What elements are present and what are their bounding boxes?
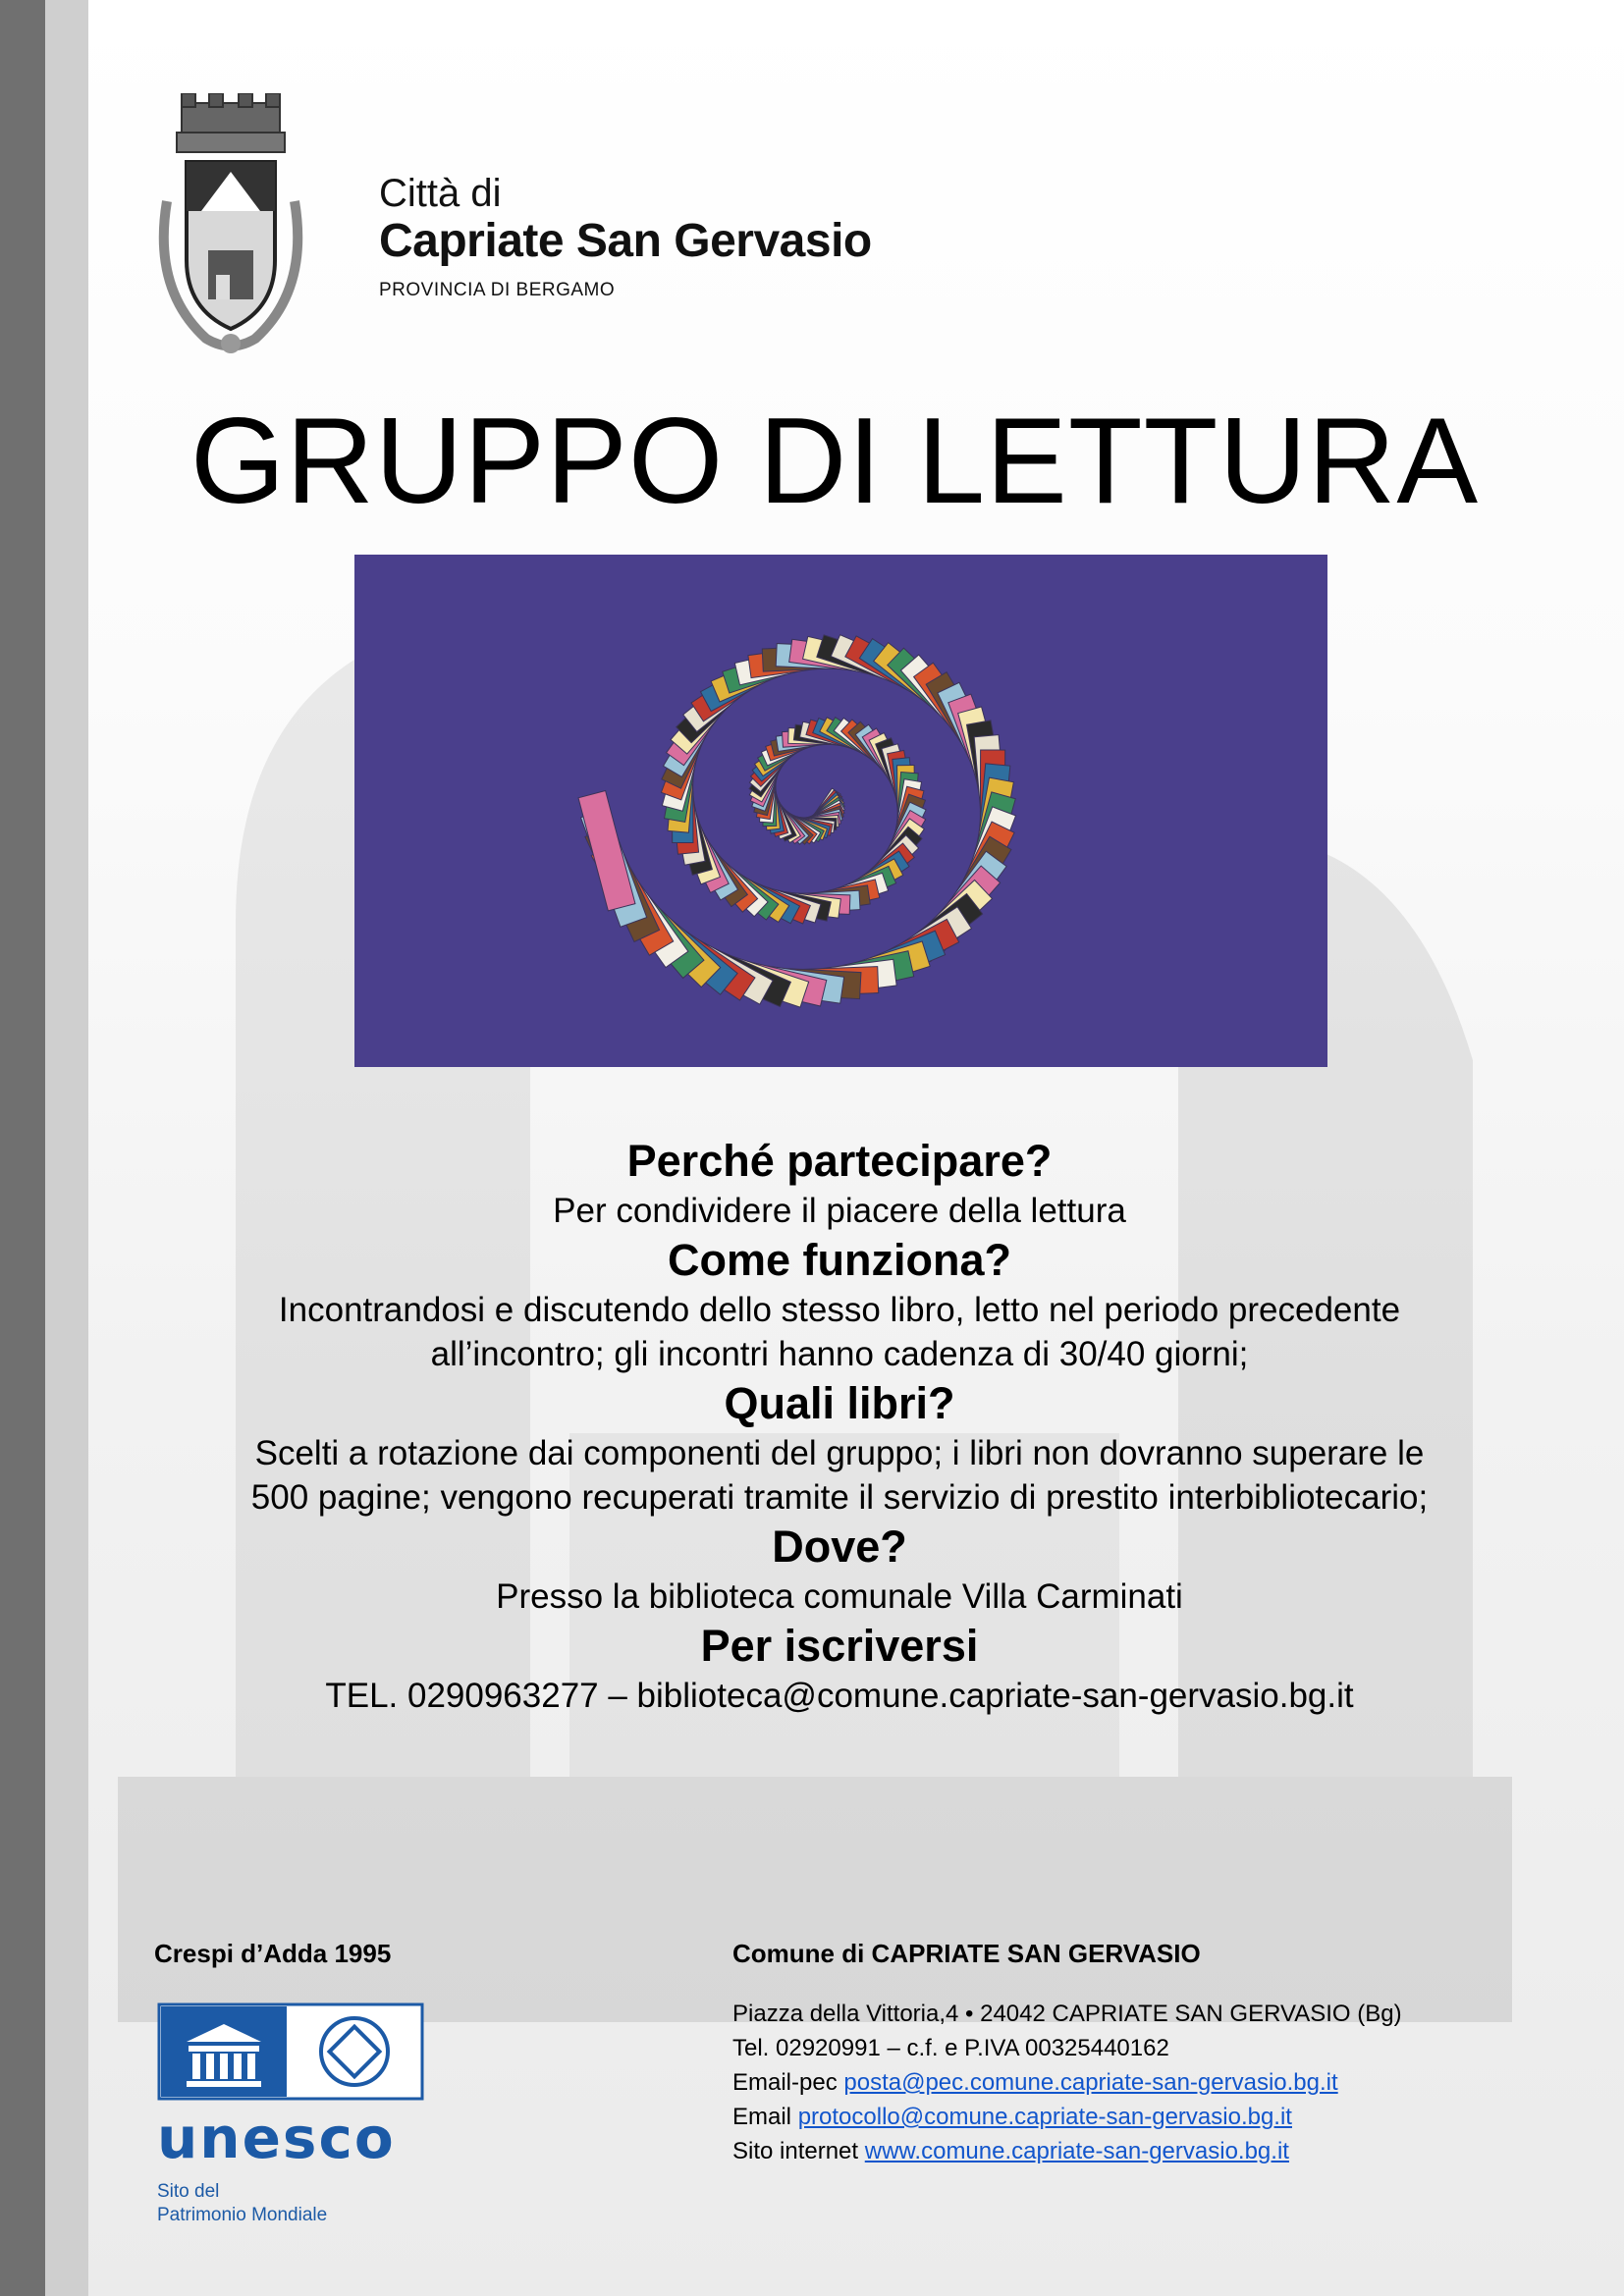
footer-address: Piazza della Vittoria,4 • 24042 CAPRIATE SAN GERVASIO (Bg): [732, 2001, 1402, 2027]
footer-tel: Tel. 02920991 – c.f. e P.IVA 00325440162: [732, 2035, 1169, 2061]
footer-website: [732, 2134, 1518, 2168]
city-header: [379, 172, 872, 303]
province-label: PROVINCIA DI BERGAMO: [379, 280, 616, 300]
city-name: Capriate San Gervasio: [379, 215, 872, 267]
section-where: [137, 1520, 1542, 1619]
email-label: Email: [732, 2104, 798, 2130]
pec-link[interactable]: posta@pec.comune.capriate-san-gervasio.bg.it: [843, 2069, 1338, 2096]
section-heading: Dove?: [772, 1522, 907, 1572]
section-line: Incontrandosi e discutendo dello stesso libro, letto nel periodo precedente: [278, 1291, 1401, 1329]
unesco-sub-line-1: Sito del: [157, 2181, 220, 2202]
unesco-wordmark: unesco: [157, 2105, 396, 2171]
section-which-books: [137, 1376, 1542, 1520]
section-signup: [137, 1619, 1542, 1718]
section-why: [137, 1134, 1542, 1233]
page-title: GRUPPO DI LETTURA: [189, 394, 1480, 529]
section-line: all’incontro; gli incontri hanno cadenza di 30/40 giorni;: [430, 1335, 1249, 1373]
left-decorative-bar: [0, 0, 45, 2296]
footer-email: [732, 2100, 1518, 2134]
footer-org-name: Comune di CAPRIATE SAN GERVASIO: [732, 1939, 1201, 1968]
website-label: Sito internet: [732, 2138, 865, 2164]
section-how: [137, 1233, 1542, 1376]
section-line: Per condividere il piacere della lettura: [553, 1192, 1126, 1230]
contact-footer: [732, 1939, 1518, 2168]
section-line: Scelti a rotazione dai componenti del gruppo; i libri non dovranno superare le: [254, 1434, 1425, 1472]
unesco-logo-icon: [157, 2002, 424, 2230]
city-prefix: Città di: [379, 172, 502, 215]
section-heading: Perché partecipare?: [626, 1136, 1053, 1186]
left-decorative-bar-light: [45, 0, 88, 2296]
footer-pec: [732, 2065, 1518, 2100]
website-link[interactable]: www.comune.capriate-san-gervasio.bg.it: [864, 2138, 1289, 2164]
unesco-sub-line-2: Patrimonio Mondiale: [157, 2205, 328, 2225]
books-spiral-image: [354, 555, 1327, 1067]
unesco-site-title: Crespi d’Adda 1995: [154, 1939, 392, 1968]
pec-label: Email-pec: [732, 2069, 844, 2096]
info-sections: [137, 1134, 1542, 1718]
email-link[interactable]: protocollo@comune.capriate-san-gervasio.bg.it: [797, 2104, 1292, 2130]
section-heading: Per iscriversi: [700, 1621, 979, 1671]
section-heading: Come funziona?: [668, 1235, 1011, 1285]
city-coat-of-arms-icon: [147, 93, 314, 368]
section-heading: Quali libri?: [724, 1378, 955, 1428]
section-line: 500 pagine; vengono recuperati tramite il servizio di prestito interbibliotecario;: [250, 1478, 1429, 1517]
section-line: Presso la biblioteca comunale Villa Carminati: [496, 1577, 1183, 1616]
section-line: TEL. 0290963277 – biblioteca@comune.capriate-san-gervasio.bg.it: [325, 1677, 1354, 1715]
